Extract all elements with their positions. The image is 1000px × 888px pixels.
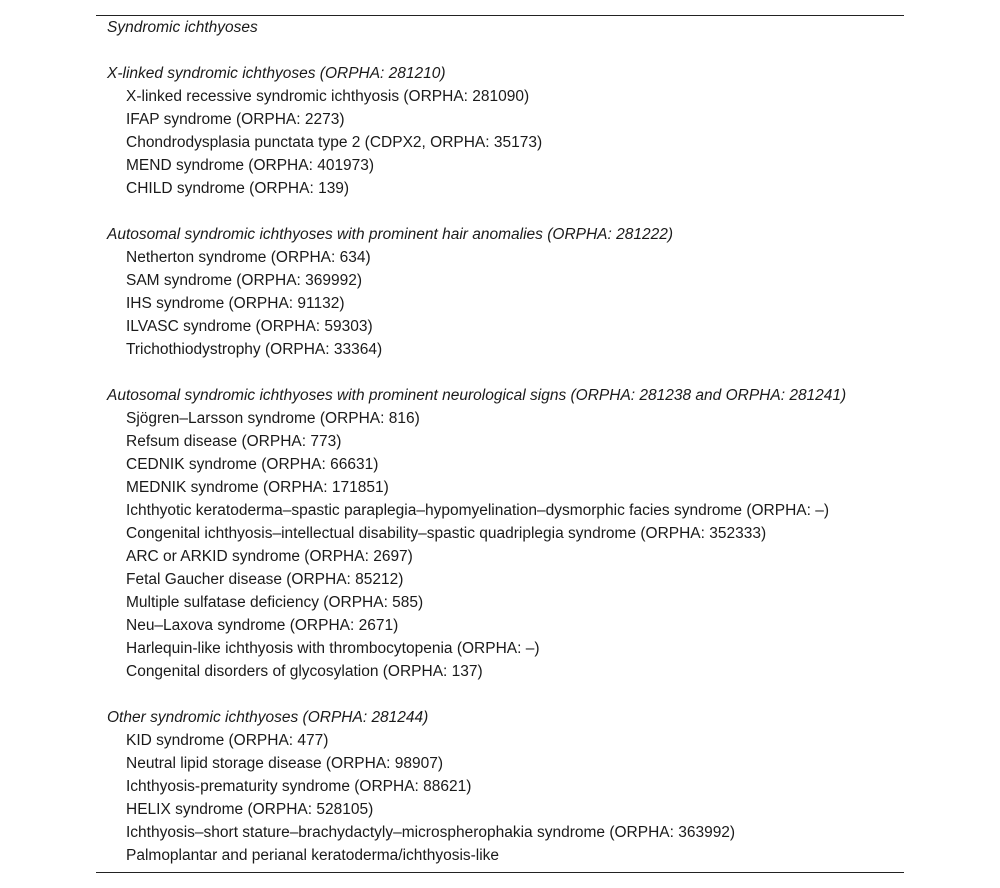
- list-item: MEND syndrome (ORPHA: 401973): [126, 157, 375, 174]
- group-heading-hair-anomalies: Autosomal syndromic ichthyoses with prominent hair anomalies (ORPHA: 281222): [107, 226, 673, 243]
- list-item: Chondrodysplasia punctata type 2 (CDPX2, ORPHA: 35173): [126, 134, 543, 151]
- table-body: [107, 16, 904, 867]
- list-item: Ichthyotic keratoderma–spastic paraplegia–hypomyelination–dysmorphic facies syndrome (ORPHA: –): [126, 502, 829, 519]
- group-heading-neurological-signs: Autosomal syndromic ichthyoses with prominent neurological signs (ORPHA: 281238 and ORPHA: 281241): [107, 387, 847, 404]
- list-item: IFAP syndrome (ORPHA: 2273): [126, 111, 345, 128]
- list-item: Ichthyosis–short stature–brachydactyly–microspherophakia syndrome (ORPHA: 363992): [126, 824, 736, 841]
- list-item: SAM syndrome (ORPHA: 369992): [126, 272, 363, 289]
- group-spacer: [107, 39, 904, 62]
- table-title: Syndromic ichthyoses: [107, 19, 258, 36]
- list-item: CHILD syndrome (ORPHA: 139): [126, 180, 350, 197]
- group-spacer: [107, 683, 904, 706]
- list-item: Fetal Gaucher disease (ORPHA: 85212): [126, 571, 404, 588]
- group-spacer: [107, 200, 904, 223]
- list-item: Refsum disease (ORPHA: 773): [126, 433, 342, 450]
- list-item: Trichothiodystrophy (ORPHA: 33364): [126, 341, 383, 358]
- list-item: HELIX syndrome (ORPHA: 528105): [126, 801, 374, 818]
- list-item: Neu–Laxova syndrome (ORPHA: 2671): [126, 617, 399, 634]
- list-item: ARC or ARKID syndrome (ORPHA: 2697): [126, 548, 413, 565]
- group-heading-x-linked: X-linked syndromic ichthyoses (ORPHA: 281210): [107, 65, 446, 82]
- list-item: KID syndrome (ORPHA: 477): [126, 732, 329, 749]
- table-bottom-rule: [96, 872, 904, 873]
- list-item: X-linked recessive syndromic ichthyosis (ORPHA: 281090): [126, 88, 530, 105]
- list-item: Congenital disorders of glycosylation (ORPHA: 137): [126, 663, 483, 680]
- list-item: Harlequin-like ichthyosis with thrombocytopenia (ORPHA: –): [126, 640, 540, 657]
- list-item: Neutral lipid storage disease (ORPHA: 98907): [126, 755, 444, 772]
- list-item: Ichthyosis-prematurity syndrome (ORPHA: 88621): [126, 778, 472, 795]
- group-spacer: [107, 361, 904, 384]
- list-item: MEDNIK syndrome (ORPHA: 171851): [126, 479, 389, 496]
- list-item: Multiple sulfatase deficiency (ORPHA: 585): [126, 594, 424, 611]
- list-item: Congenital ichthyosis–intellectual disability–spastic quadriplegia syndrome (ORPHA: 352333): [126, 525, 767, 542]
- list-item: Palmoplantar and perianal keratoderma/ichthyosis-like: [126, 847, 500, 864]
- list-item: ILVASC syndrome (ORPHA: 59303): [126, 318, 373, 335]
- group-heading-other: Other syndromic ichthyoses (ORPHA: 281244): [107, 709, 429, 726]
- list-item: Netherton syndrome (ORPHA: 634): [126, 249, 371, 266]
- list-item: IHS syndrome (ORPHA: 91132): [126, 295, 345, 312]
- list-item: Sjögren–Larsson syndrome (ORPHA: 816): [126, 410, 420, 427]
- list-item: CEDNIK syndrome (ORPHA: 66631): [126, 456, 379, 473]
